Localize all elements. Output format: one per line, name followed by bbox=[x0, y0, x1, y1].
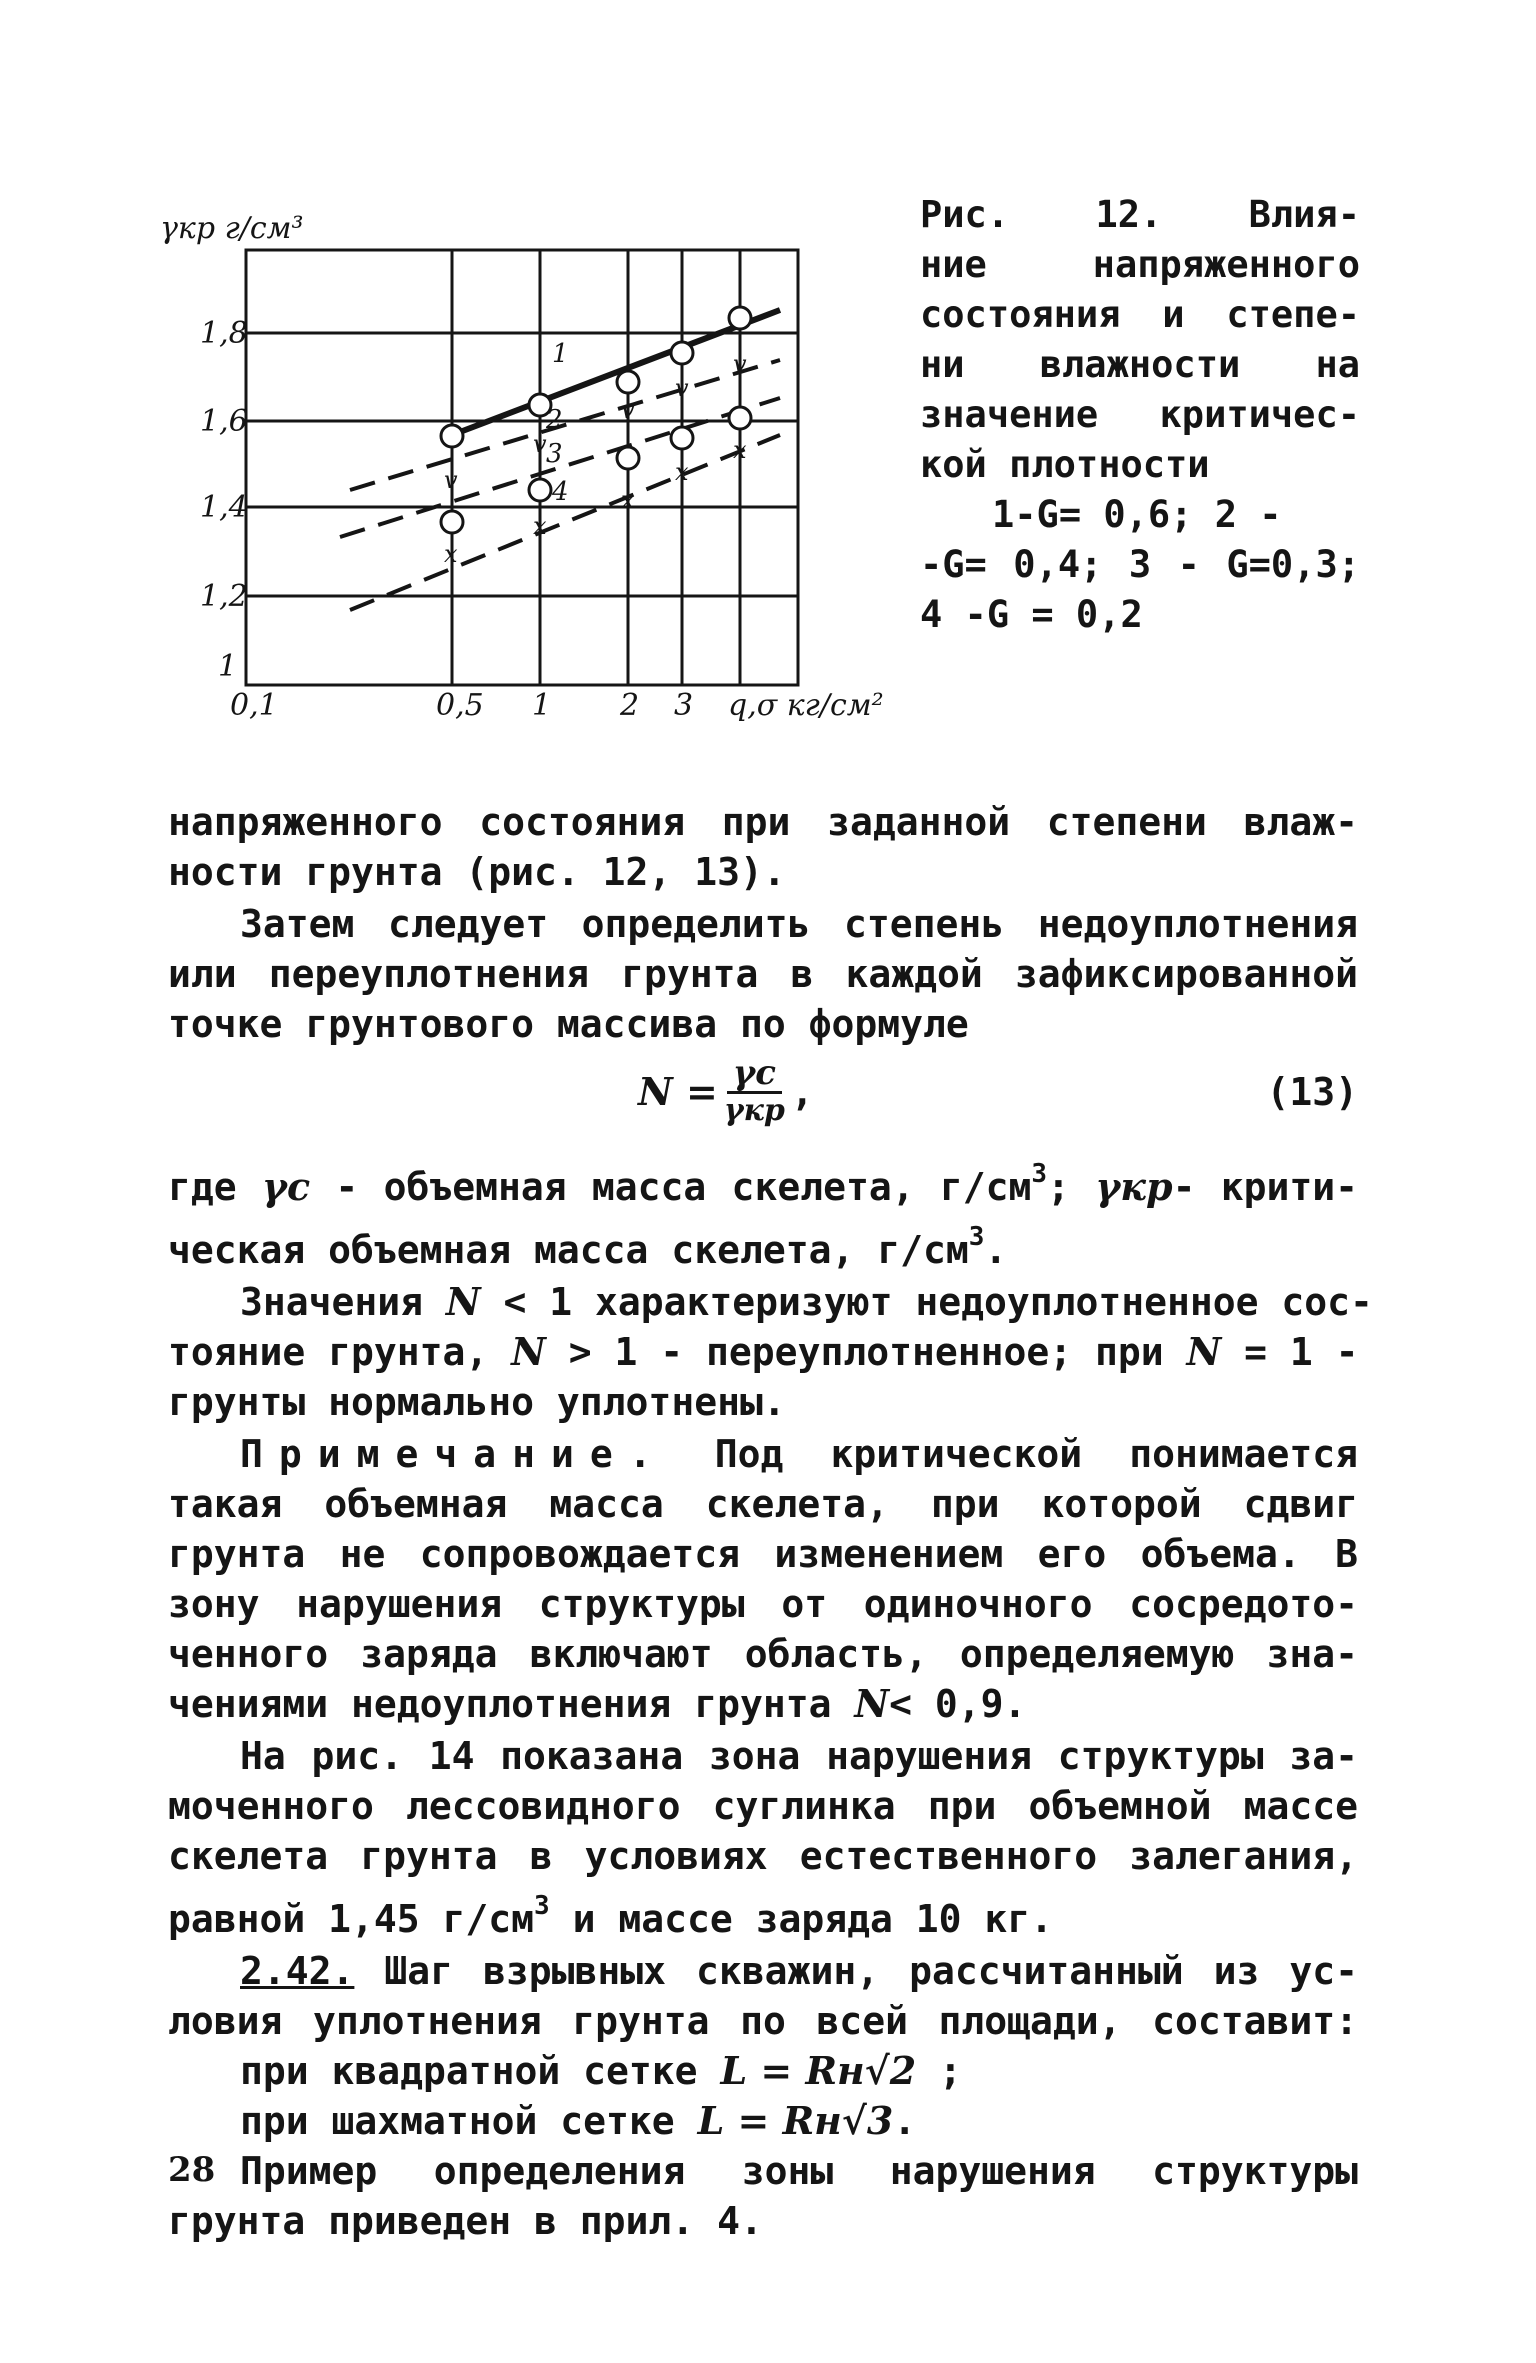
x-axis-label: q,σ кг/см² bbox=[728, 688, 884, 723]
y-tick: 1,8 bbox=[200, 316, 248, 351]
text-line: ческая объемная масса скелета, $г/см^3$. bbox=[168, 1222, 1008, 1272]
marker-x: x bbox=[533, 512, 547, 540]
text-line: 2.42. Шаг взрывных скважин, рассчитанный из ус- bbox=[240, 1949, 1358, 1993]
caption-line: -G= 0,4; 3 - G=0,3; bbox=[920, 543, 1360, 586]
text-line: равной 1,45 $г/см^3$ и массе заряда 10 кг. bbox=[168, 1891, 1054, 1941]
paragraph-7 bbox=[168, 1946, 1358, 2146]
text-line: или переуплотнения грунта в каждой зафиксированной bbox=[168, 952, 1358, 996]
clause-number: 2.42. bbox=[240, 1949, 355, 1993]
caption-line: Рис. 12. Влия- bbox=[920, 193, 1360, 236]
page-number: 28 bbox=[168, 2150, 216, 2190]
text-line: Затем следует определить степень недоуплотнения bbox=[240, 902, 1358, 946]
caption-line: кой плотности bbox=[920, 443, 1210, 486]
figure-caption bbox=[920, 190, 1360, 640]
x-tick: 2 bbox=[620, 688, 640, 723]
text-line: моченного лессовидного суглинка при объемной массе bbox=[168, 1784, 1358, 1828]
text-line: ности грунта (рис. 12, 13). bbox=[168, 850, 786, 894]
text-line: чениями недоуплотнения грунта N< 0,9. bbox=[168, 1681, 1027, 1726]
text-line: зону нарушения структуры от одиночного сосредото- bbox=[168, 1582, 1358, 1626]
marker-circle bbox=[617, 371, 639, 393]
text-line: грунты нормально уплотнены. bbox=[168, 1380, 786, 1424]
text-line: где γс - объемная масса скелета, $г/см^3$; γкр- крити- bbox=[168, 1159, 1358, 1209]
text-line: грунта приведен в прил. 4. bbox=[168, 2199, 763, 2243]
paragraph-4 bbox=[168, 1277, 1373, 1427]
curve-label: 2 bbox=[546, 405, 563, 435]
caption-line: ние напряженного bbox=[920, 243, 1360, 286]
paragraph-1 bbox=[168, 797, 1358, 897]
formula bbox=[638, 1055, 814, 1128]
marker-v: v bbox=[621, 396, 635, 424]
y-tick: 1,6 bbox=[200, 404, 248, 439]
marker-v: v bbox=[675, 374, 689, 402]
formula-lhs: N = bbox=[638, 1068, 718, 1114]
text-line: Значения N < 1 характеризуют недоуплотненное сос- bbox=[240, 1279, 1373, 1324]
formula-comma: , bbox=[790, 1069, 814, 1114]
note-label: Примечание. bbox=[240, 1432, 668, 1476]
paragraph-2 bbox=[168, 899, 1358, 1049]
marker-circle bbox=[671, 342, 693, 364]
paragraph-note bbox=[168, 1429, 1358, 1729]
x-tick: 1 bbox=[532, 688, 552, 723]
formula-numerator: γс bbox=[727, 1055, 782, 1094]
text-line: Примечание. Под критической понимается bbox=[240, 1432, 1358, 1476]
marker-v: v bbox=[733, 350, 747, 378]
formula-fraction bbox=[724, 1055, 785, 1128]
caption-line: 1-G= 0,6; 2 - bbox=[992, 493, 1282, 536]
formula-13 bbox=[168, 1049, 1358, 1149]
chart-grid bbox=[246, 250, 798, 685]
y-tick: 1 bbox=[218, 649, 238, 684]
text-line: при шахматной сетке L = Rн√3. bbox=[240, 2098, 917, 2143]
curve-2 bbox=[350, 360, 780, 490]
formula-denominator: γкр bbox=[723, 1093, 785, 1128]
figure-12-chart bbox=[150, 200, 910, 760]
marker-circle bbox=[529, 479, 551, 501]
text-line: ловия уплотнения грунта по всей площади, составит: bbox=[168, 1999, 1358, 2043]
x-tick: 3 bbox=[674, 688, 694, 723]
paragraph-3 bbox=[168, 1149, 1358, 1275]
text-line: такая объемная масса скелета, при которой сдвиг bbox=[168, 1482, 1358, 1526]
curve-label: 3 bbox=[546, 439, 563, 469]
caption-line: 4 -G = 0,2 bbox=[920, 593, 1143, 636]
chart-svg bbox=[150, 200, 910, 760]
x-tick: 0,1 bbox=[230, 688, 278, 723]
text-line: Пример определения зоны нарушения структуры bbox=[240, 2149, 1358, 2193]
text-line: ченного заряда включают область, определяемую зна- bbox=[168, 1632, 1358, 1676]
marker-circle bbox=[441, 425, 463, 447]
marker-circle bbox=[441, 511, 463, 533]
marker-circle bbox=[729, 307, 751, 329]
text-line: при квадратной сетке L = Rн√2 ; bbox=[240, 2048, 962, 2093]
x-tick: 0,5 bbox=[436, 688, 484, 723]
marker-x: x bbox=[621, 486, 635, 514]
curve-label: 4 bbox=[552, 477, 569, 507]
marker-circle bbox=[671, 427, 693, 449]
marker-x: x bbox=[733, 436, 747, 464]
y-tick: 1,2 bbox=[200, 579, 248, 614]
y-tick: 1,4 bbox=[200, 490, 248, 525]
caption-line: значение критичес- bbox=[920, 393, 1360, 436]
text-line: точке грунтового массива по формуле bbox=[168, 1002, 969, 1046]
text-line: скелета грунта в условиях естественного залегания, bbox=[168, 1834, 1358, 1878]
text-line: грунта не сопровождается изменением его объема. В bbox=[168, 1532, 1358, 1576]
equation-number: (13) bbox=[1266, 1070, 1358, 1114]
y-axis-label: γкр г/см³ bbox=[160, 211, 304, 246]
caption-line: состояния и степе- bbox=[920, 293, 1360, 336]
marker-circle bbox=[617, 447, 639, 469]
text-line: На рис. 14 показана зона нарушения структуры за- bbox=[240, 1734, 1358, 1778]
plot-frame bbox=[246, 250, 798, 685]
marker-v: v bbox=[444, 466, 458, 494]
paragraph-6 bbox=[168, 1731, 1358, 1944]
marker-x: x bbox=[444, 540, 458, 568]
paragraph-8 bbox=[168, 2146, 1358, 2246]
marker-v: v bbox=[533, 430, 547, 458]
marker-x: x bbox=[675, 458, 689, 486]
marker-circle bbox=[729, 407, 751, 429]
text-line: тояние грунта, N > 1 - переуплотненное; при N = 1 - bbox=[168, 1329, 1359, 1374]
body-text bbox=[168, 797, 1373, 2246]
caption-line: ни влажности на bbox=[920, 343, 1360, 386]
curve-label: 1 bbox=[552, 339, 569, 369]
curve-4 bbox=[350, 435, 780, 610]
text-line: напряженного состояния при заданной степени влаж- bbox=[168, 800, 1358, 844]
